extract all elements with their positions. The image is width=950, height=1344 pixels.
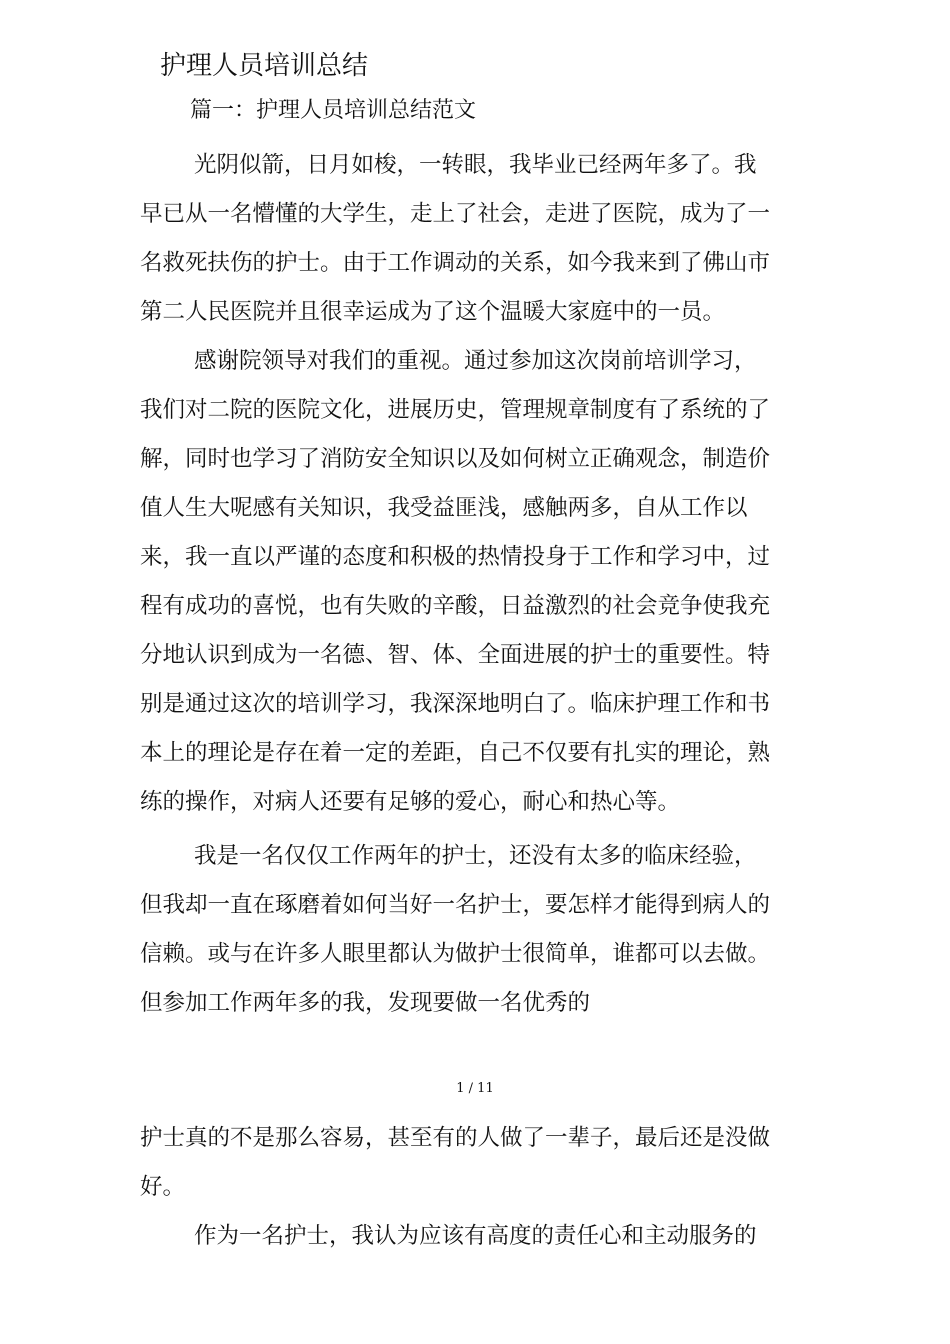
text-line: 我是一名仅仅工作两年的护士，还没有太多的临床经验，: [194, 843, 757, 869]
text-line: 程有成功的喜悦，也有失败的辛酸，日益激烈的社会竞争使我充: [140, 593, 771, 619]
text-line: 我们对二院的医院文化，进展历史，管理规章制度有了系统的了: [140, 397, 771, 423]
text-line: 分地认识到成为一名德、智、体、全面进展的护士的重要性。特: [140, 642, 771, 668]
text-line: 值人生大呢感有关知识，我受益匪浅，感触两多，自从工作以: [140, 495, 748, 521]
text-line: 本上的理论是存在着一定的差距，自己不仅要有扎实的理论，熟: [140, 740, 771, 766]
text-line: 但参加工作两年多的我，发现要做一名优秀的: [140, 990, 591, 1016]
text-line: 感谢院领导对我们的重视。通过参加这次岗前培训学习，: [194, 348, 757, 374]
text-line: 名救死扶伤的护士。由于工作调动的关系，如今我来到了佛山市: [140, 250, 771, 276]
text-line: 早已从一名懵懂的大学生，走上了社会，走进了医院，成为了一: [140, 201, 771, 227]
text-line: 信赖。或与在许多人眼里都认为做护士很简单，谁都可以去做。: [140, 941, 771, 967]
text-line: 练的操作，对病人还要有足够的爱心，耐心和热心等。: [140, 789, 681, 815]
document-title: 护理人员培训总结: [160, 51, 369, 81]
text-line: 解，同时也学习了消防安全知识以及如何树立正确观念，制造价: [140, 446, 771, 472]
document-subtitle: 篇一：护理人员培训总结范文: [190, 98, 477, 123]
text-line: 护士真的不是那么容易，甚至有的人做了一辈子，最后还是没做: [140, 1125, 771, 1151]
text-line: 光阴似箭，日月如梭，一转眼，我毕业已经两年多了。我: [194, 152, 757, 178]
text-line: 但我却一直在琢磨着如何当好一名护士，要怎样才能得到病人的: [140, 892, 771, 918]
text-line: 第二人民医院并且很幸运成为了这个温暖大家庭中的一员。: [140, 299, 726, 325]
text-line: 别是通过这次的培训学习，我深深地明白了。临床护理工作和书: [140, 691, 771, 717]
text-line: 来，我一直以严谨的态度和积极的热情投身于工作和学习中，过: [140, 544, 771, 570]
text-line: 好。: [140, 1174, 186, 1200]
text-line: 作为一名护士，我认为应该有高度的责任心和主动服务的: [194, 1223, 757, 1249]
page-number: 1 / 11: [456, 1081, 494, 1096]
